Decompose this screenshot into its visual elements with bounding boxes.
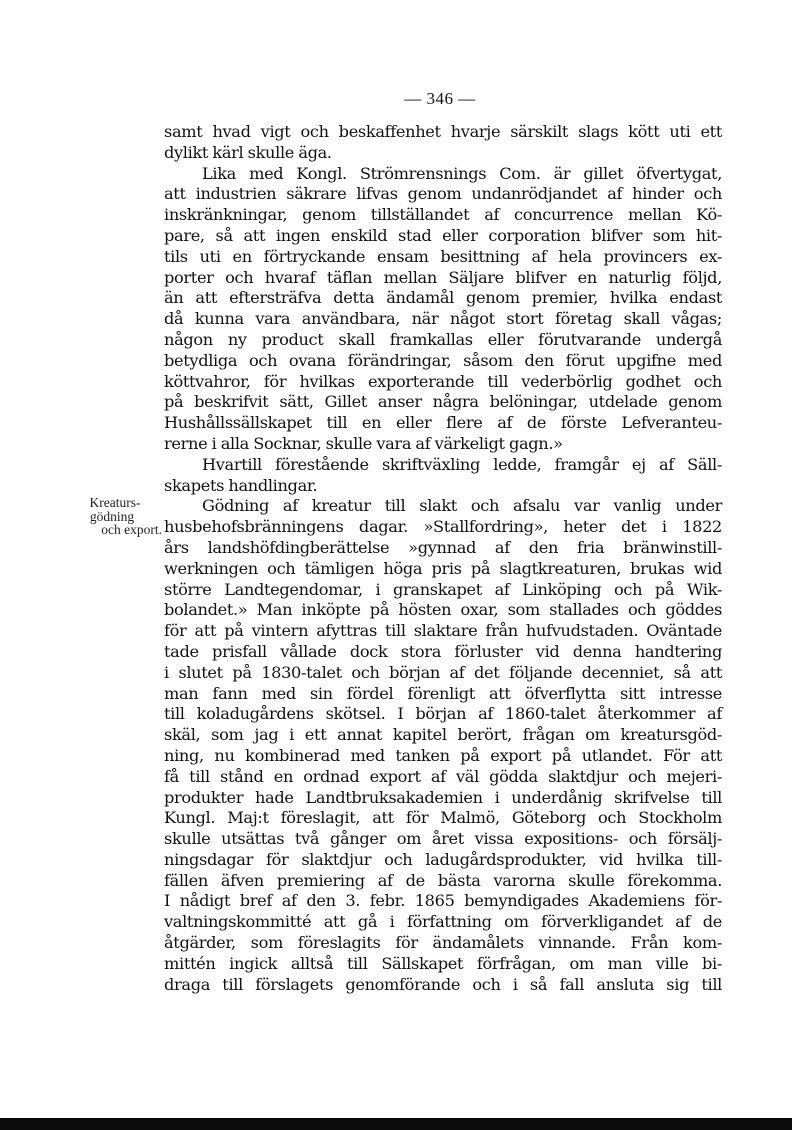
text-line: Gödning af kreatur till slakt och afsalu var vanlig under bbox=[202, 496, 722, 516]
text-line: för att på vintern afyttras till slaktare från hufvudstaden. Oväntade bbox=[164, 621, 722, 641]
text-line: samt hvad vigt och beskaffenhet hvarje särskilt slags kött uti ett bbox=[164, 122, 722, 141]
text-line: man fann med sin fördel förenligt att öfverflytta sitt intresse bbox=[164, 683, 722, 703]
text-line: på beskrifvit sätt, Gillet anser några belöningar, utdelade genom bbox=[164, 392, 722, 412]
marginal-note bbox=[62, 496, 162, 537]
text-line: Kungl. Maj:t föreslagit, att för Malmö, Göteborg och Stockholm bbox=[164, 808, 722, 828]
text-line: skapets handlingar. bbox=[164, 475, 318, 495]
text-line: Hvartill förestående skriftväxling ledde, framgår ej af Säll- bbox=[202, 454, 722, 474]
text-line: dylikt kärl skulle äga. bbox=[164, 142, 332, 162]
marginal-note-line: Kreaturs- bbox=[89, 495, 141, 510]
marginal-note-line: gödning bbox=[89, 508, 135, 524]
text-line: draga till förslagets genomförande och i så fall ansluta sig till bbox=[164, 974, 722, 994]
text-line: pare, så att ingen enskild stad eller corporation blifver som hit- bbox=[164, 225, 722, 245]
text-line: rerne i alla Socknar, skulle vara af värkeligt gagn.» bbox=[164, 433, 563, 453]
text-line: än att eftersträfva detta ändamål genom premier, hvilka endast bbox=[164, 288, 722, 308]
text-line: betydliga och ovana förändringar, såsom den förut upgifne med bbox=[164, 350, 722, 370]
page-number: — 346 — bbox=[404, 89, 476, 108]
text-line: fällen äfven premiering af de bästa varorna skulle förekomma. bbox=[164, 870, 722, 890]
text-line: tils uti en förtryckande ensam besittning af hela provincers ex- bbox=[164, 246, 722, 266]
text-line: ningsdagar för slaktdjur och ladugårdsprodukter, vid hvilka till- bbox=[164, 849, 722, 869]
text-line: valtningskommitté att gå i författning om förverkligandet af de bbox=[164, 912, 722, 932]
text-line: att industrien säkrare lifvas genom undanrödjandet af hinder och bbox=[164, 184, 722, 204]
text-line: skäl, som jag i ett annat kapitel berört, frågan om kreatursgöd- bbox=[164, 725, 722, 745]
text-line: i slutet på 1830-talet och början af det följande decenniet, så att bbox=[164, 662, 722, 682]
text-line: werkningen och tämligen höga pris på slagtkreaturen, brukas wid bbox=[164, 558, 722, 578]
text-line: bolandet.» Man inköpte på hösten oxar, som stallades och göddes bbox=[164, 600, 722, 620]
text-line: skulle utsättas två gånger om året vissa expositions- och försälj- bbox=[164, 829, 722, 849]
scan-edge-bar bbox=[0, 1118, 792, 1130]
marginal-note-line: och export. bbox=[101, 522, 162, 537]
text-line: då kunna vara användbara, när något stort företag skall vågas; bbox=[164, 309, 722, 329]
text-line: tade prisfall vållade dock stora förluster vid denna handtering bbox=[164, 641, 722, 661]
text-line: husbehofsbränningens dagar. »Stallfordring», heter det i 1822 bbox=[164, 517, 722, 537]
text-line: porter och hvaraf täflan mellan Säljare blifver en naturlig följd, bbox=[164, 267, 722, 287]
text-line: Hushållssällskapet till en eller flere af de förste Lefveranteu- bbox=[164, 413, 722, 433]
text-line: köttvahror, för hvilkas exporterande till vederbörlig godhet och bbox=[164, 371, 722, 391]
body-text bbox=[164, 122, 722, 995]
text-line: åtgärder, som föreslagits för ändamålets vinnande. Från kom- bbox=[164, 933, 722, 953]
text-line: ning, nu kombinerad med tanken på export på utlandet. För att bbox=[164, 745, 722, 765]
text-line: års landshöfdingberättelse »gynnad af den fria bränwinstill- bbox=[164, 537, 722, 557]
text-line: mittén ingick alltså till Sällskapet förfrågan, om man ville bi- bbox=[164, 953, 722, 973]
text-line: till koladugårdens skötsel. I början af 1860-talet återkommer af bbox=[164, 704, 722, 724]
text-line: inskränkningar, genom tillställandet af concurrence mellan Kö- bbox=[164, 205, 722, 225]
text-line: I nådigt bref af den 3. febr. 1865 bemyndigades Akademiens för- bbox=[164, 891, 722, 911]
text-line: någon ny product skall framkallas eller förutvarande undergå bbox=[164, 329, 722, 349]
text-line: Lika med Kongl. Strömrensnings Com. är gillet öfvertygat, bbox=[202, 163, 722, 183]
text-line: få till stånd en ordnad export af väl gödda slaktdjur och mejeri- bbox=[164, 766, 722, 786]
text-line: större Landtegendomar, i granskapet af Linköping och på Wik- bbox=[164, 579, 722, 599]
text-line: produkter hade Landtbruksakademien i underdånig skrifvelse till bbox=[164, 787, 722, 807]
